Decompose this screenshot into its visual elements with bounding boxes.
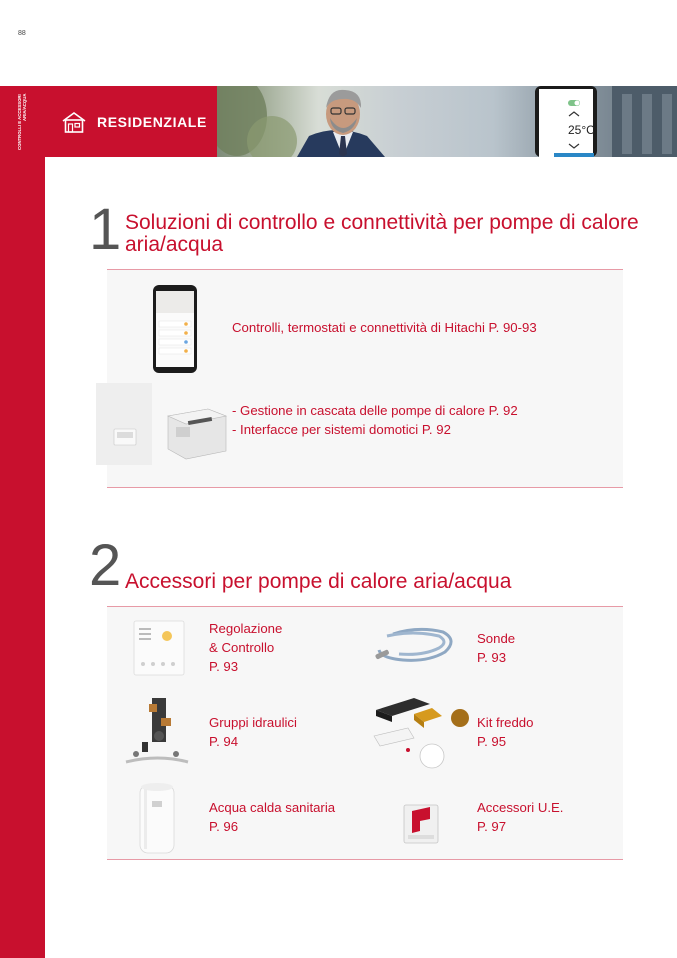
accessory-outdoor-page: P. 97 [477, 819, 507, 834]
accessory-hydraulic-label: Gruppi idraulici [209, 715, 297, 730]
section-2-title: Accessori per pompe di calore aria/acqua [125, 570, 512, 593]
vertical-section-label [17, 94, 31, 162]
probe-image [373, 622, 458, 672]
house-icon [62, 111, 86, 133]
vertical-label-line1: CONTROLLI E ACCESSORI [17, 94, 22, 150]
thermostat-and-gateway-image [96, 383, 231, 465]
section-1-item-domotics: - Interfacce per sistemi domotici P. 92 [232, 422, 451, 437]
accessory-hydraulic-page: P. 94 [209, 734, 239, 749]
thermostat-temp: 25°C [568, 123, 595, 137]
accessory-probes-page: P. 93 [477, 650, 507, 665]
accessory-outdoor-label: Accessori U.E. [477, 800, 564, 815]
accessory-control-line2: & Controllo [209, 640, 275, 655]
section-1-title-line2: aria/acqua [125, 233, 224, 256]
section-2-bottom-rule [107, 859, 623, 860]
section-1-item-connectivity: Controlli, termostati e connettività di Hitachi P. 90-93 [232, 320, 537, 335]
header-title: RESIDENZIALE [97, 114, 207, 130]
side-band [0, 86, 45, 958]
accessory-hotwater-label: Acqua calda sanitaria [209, 800, 336, 815]
page-number: 88 [18, 30, 26, 37]
section-1-number: 1 [89, 197, 122, 262]
accessory-hotwater-page: P. 96 [209, 819, 239, 834]
section-1-title-line1: Soluzioni di controllo e connettività per pompe di calore [125, 211, 639, 234]
accessory-control-page: P. 93 [209, 659, 239, 674]
cooling-kit-image [372, 694, 472, 770]
section-2-number: 2 [89, 533, 122, 598]
smartphone-app-image [150, 284, 200, 374]
accessory-cooling-page: P. 95 [477, 734, 507, 749]
controller-image [133, 620, 185, 676]
accessory-cooling-label: Kit freddo [477, 715, 534, 730]
hydraulic-group-image [124, 694, 192, 769]
accessory-control-line1: Regolazione [209, 621, 283, 636]
section-1-item-cascade: - Gestione in cascata delle pompe di calore P. 92 [232, 403, 518, 418]
outdoor-unit-accessory-image [402, 799, 442, 847]
vertical-label-line2: ARIA/ACQUA [22, 94, 27, 122]
accessory-probes-label: Sonde [477, 631, 516, 646]
section-1-bottom-rule [107, 487, 623, 488]
header-photo [217, 86, 677, 157]
water-tank-image [138, 781, 176, 855]
